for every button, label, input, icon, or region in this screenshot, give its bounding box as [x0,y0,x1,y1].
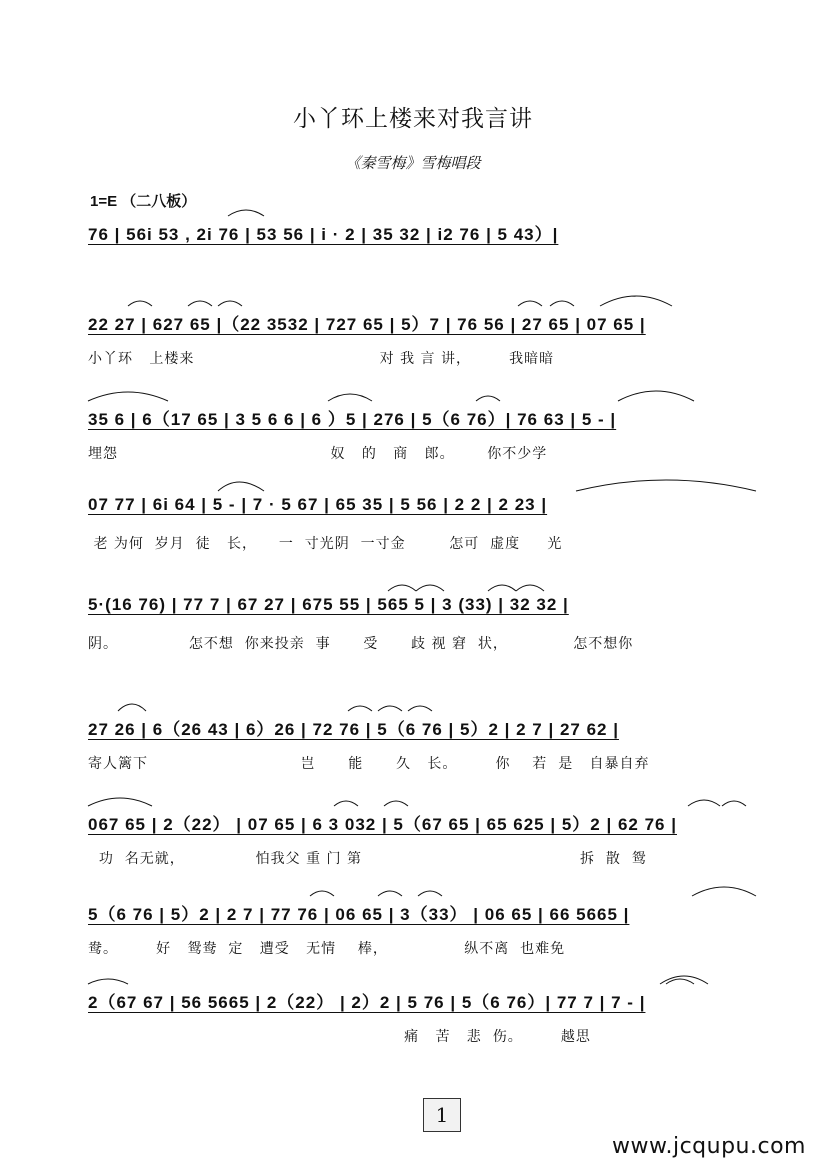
lyrics-line: 寄人篱下 岂 能 久 长。 你 若 是 自暴自弃 [88,756,650,772]
slur-marks [88,577,760,593]
slur-marks [88,882,760,898]
notation-line: 22 27 | 627 65 |（22 3532 | 727 65 | 5）7 | 76 56 | 27 65 | 07 65 | [88,315,646,334]
slur-marks [88,970,760,986]
slur-marks [88,792,760,808]
lyrics-line: 老 为何 岁月 徒 长， 一 寸光阴 一寸金 怎可 虚度 光 [88,536,563,552]
notation-line: 5·(16 76) | 77 7 | 67 27 | 675 55 | 565 5 | 3 (33) | 32 32 | [88,595,569,614]
slur-marks [88,387,760,403]
watermark: www.jcqupu.com [612,1134,806,1159]
notation-line: 067 65 | 2（22） | 07 65 | 6 3 032 | 5（67 65 | 65 625 | 5）2 | 62 76 | [88,815,677,834]
lyrics-line: 小丫环 上楼来 对 我 言 讲， 我暗暗 [88,351,555,367]
lyrics-line: 埋怨 奴 的 商 郎。 你不少学 [88,446,548,462]
key-signature: 1=E （二八板） [90,193,197,210]
song-title: 小丫环上楼来对我言讲 [293,106,533,132]
notation-line: 2（67 67 | 56 5665 | 2（22） | 2）2 | 5 76 | 5（6 76）| 77 7 | 7 - | [88,993,646,1012]
notation-line: 5（6 76 | 5）2 | 2 7 | 77 76 | 06 65 | 3（33） | 06 65 | 66 5665 | [88,905,630,924]
slur-marks [88,202,760,218]
slur-marks [88,477,760,493]
lyrics-line: 鸯。 好 鸳鸯 定 遭受 无情 棒， 纵不离 也难免 [88,941,566,957]
slur-marks [88,292,760,308]
notation-line: 07 77 | 6i 64 | 5 - | 7 · 5 67 | 65 35 | 5 56 | 2 2 | 2 23 | [88,495,548,514]
notation-line: 76 | 56i 53 , 2i 76 | 53 56 | i · 2 | 35 32 | i2 76 | 5 43）| [88,225,559,244]
lyrics-line: 功 名无就， 怕我父 重 门 第 拆 散 鸳 [88,851,647,867]
notation-line: 27 26 | 6（26 43 | 6）26 | 72 76 | 5（6 76 | 5）2 | 2 7 | 27 62 | [88,720,619,739]
song-subtitle: 《秦雪梅》雪梅唱段 [345,154,481,172]
lyrics-line: 阴。 怎不想 你来投亲 事 受 歧 视 窘 状， 怎不想你 [88,636,634,652]
page-number: 1 [423,1098,461,1132]
lyrics-line: 痛 苦 悲 伤。 越思 [88,1029,591,1045]
slur-marks [88,697,760,713]
notation-line: 35 6 | 6（17 65 | 3 5 6 6 | 6 ）5 | 276 | 5（6 76）| 76 63 | 5 - | [88,410,617,429]
